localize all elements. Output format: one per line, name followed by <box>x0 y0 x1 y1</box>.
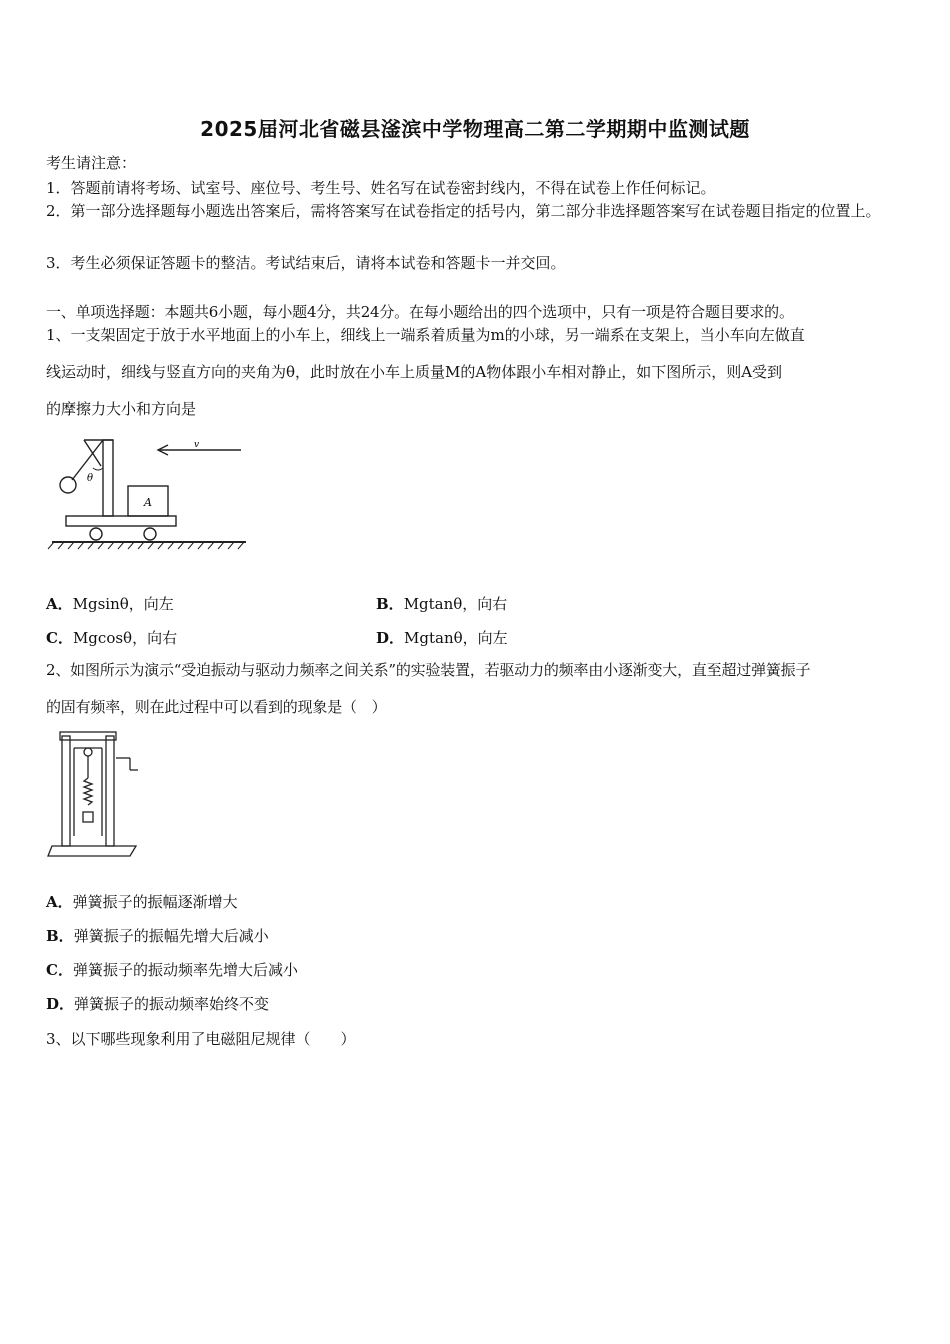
q2-option-c[interactable] <box>46 959 298 980</box>
q1-option-d-key: D． <box>376 629 405 647</box>
weight <box>83 812 93 822</box>
q1-option-a-text: Mgsinθ，向左 <box>72 595 174 613</box>
spring <box>84 778 92 805</box>
q1-option-c[interactable] <box>46 627 177 648</box>
question-2-line-2: 的固有频率，则在此过程中可以看到的现象是（ ） <box>46 698 387 716</box>
left-post <box>62 736 70 846</box>
spring-oscillator-figure <box>46 728 146 862</box>
wheel-right <box>144 528 156 540</box>
q2-option-b-key: B． <box>46 927 74 945</box>
question-1-line-1: 1、一支架固定于放于水平地面上的小车上，细线上一端系着质量为m的小球，另一端系在支架上，当小车向左做直 <box>46 326 805 344</box>
q1-option-b-key: B． <box>376 595 404 613</box>
wheel-left <box>90 528 102 540</box>
q1-option-d-text: Mgtanθ，向左 <box>404 629 508 647</box>
q2-option-b-text: 弹簧振子的振幅先增大后减小 <box>73 927 269 945</box>
q2-option-c-text: 弹簧振子的振动频率先增大后减小 <box>72 961 298 979</box>
question-2-line-1: 2、如图所示为演示“受迫振动与驱动力频率之间关系”的实验装置，若驱动力的频率由小逐渐变大，直至超过弹簧振子 <box>46 661 811 679</box>
question-1-line-3: 的摩擦力大小和方向是 <box>46 400 197 418</box>
question-1-stem <box>46 317 908 428</box>
velocity-label: v <box>194 440 200 450</box>
wheel <box>84 748 92 756</box>
q2-option-d-text: 弹簧振子的振动频率始终不变 <box>74 995 270 1013</box>
q2-option-d[interactable] <box>46 993 269 1014</box>
q1-option-d[interactable] <box>376 627 508 648</box>
ball <box>60 477 76 493</box>
question-3-stem: 3、以下哪些现象利用了电磁阻尼规律（ ） <box>46 1030 356 1048</box>
q1-option-c-key: C． <box>46 629 73 647</box>
question-1-line-2: 线运动时，细线与竖直方向的夹角为θ，此时放在小车上质量M的A物体跟小车相对静止，如下图所示，则A受到 <box>46 363 783 381</box>
notice-item-1: 1．答题前请将考场、试室号、座位号、考生号、姓名写在试卷密封线内，不得在试卷上作任何标记。 <box>46 179 716 197</box>
q1-option-c-text: Mgcosθ，向右 <box>72 629 178 647</box>
notice-item-2: 2．第一部分选择题每小题选出答案后，需将答案写在试卷指定的括号内，第二部分非选择题答案写在试卷题目指定的位置上。 <box>46 202 881 220</box>
stand-post <box>103 440 113 516</box>
q1-option-a[interactable] <box>46 593 174 614</box>
q2-option-d-key: D． <box>46 995 75 1013</box>
right-post <box>106 736 114 846</box>
q1-option-a-key: A． <box>46 595 73 613</box>
section-heading: 一、单项选择题：本题共6小题，每小题4分，共24分。在每小题给出的四个选项中，只有一项是符合题目要求的。 <box>46 303 794 321</box>
cart-pendulum-figure <box>46 432 251 552</box>
q1-option-b[interactable] <box>376 593 507 614</box>
q2-option-b[interactable] <box>46 925 269 946</box>
q2-option-a[interactable] <box>46 891 238 912</box>
q2-option-c-key: C． <box>46 961 73 979</box>
page-title: 2025届河北省磁县滏滨中学物理高二第二学期期中监测试题 <box>200 117 750 141</box>
block-a-label: A <box>144 496 152 509</box>
q2-option-a-key: A． <box>46 893 73 911</box>
notice-heading: 考生请注意： <box>46 154 137 172</box>
theta-label: θ <box>87 473 94 484</box>
base-plate <box>48 846 136 856</box>
notice-item-3: 3．考生必须保证答题卡的整洁。考试结束后，请将本试卷和答题卡一并交回。 <box>46 254 566 272</box>
cart-body <box>66 516 176 526</box>
q2-option-a-text: 弹簧振子的振幅逐渐增大 <box>72 893 238 911</box>
q1-option-b-text: Mgtanθ，向右 <box>403 595 508 613</box>
question-2-stem <box>46 652 908 726</box>
